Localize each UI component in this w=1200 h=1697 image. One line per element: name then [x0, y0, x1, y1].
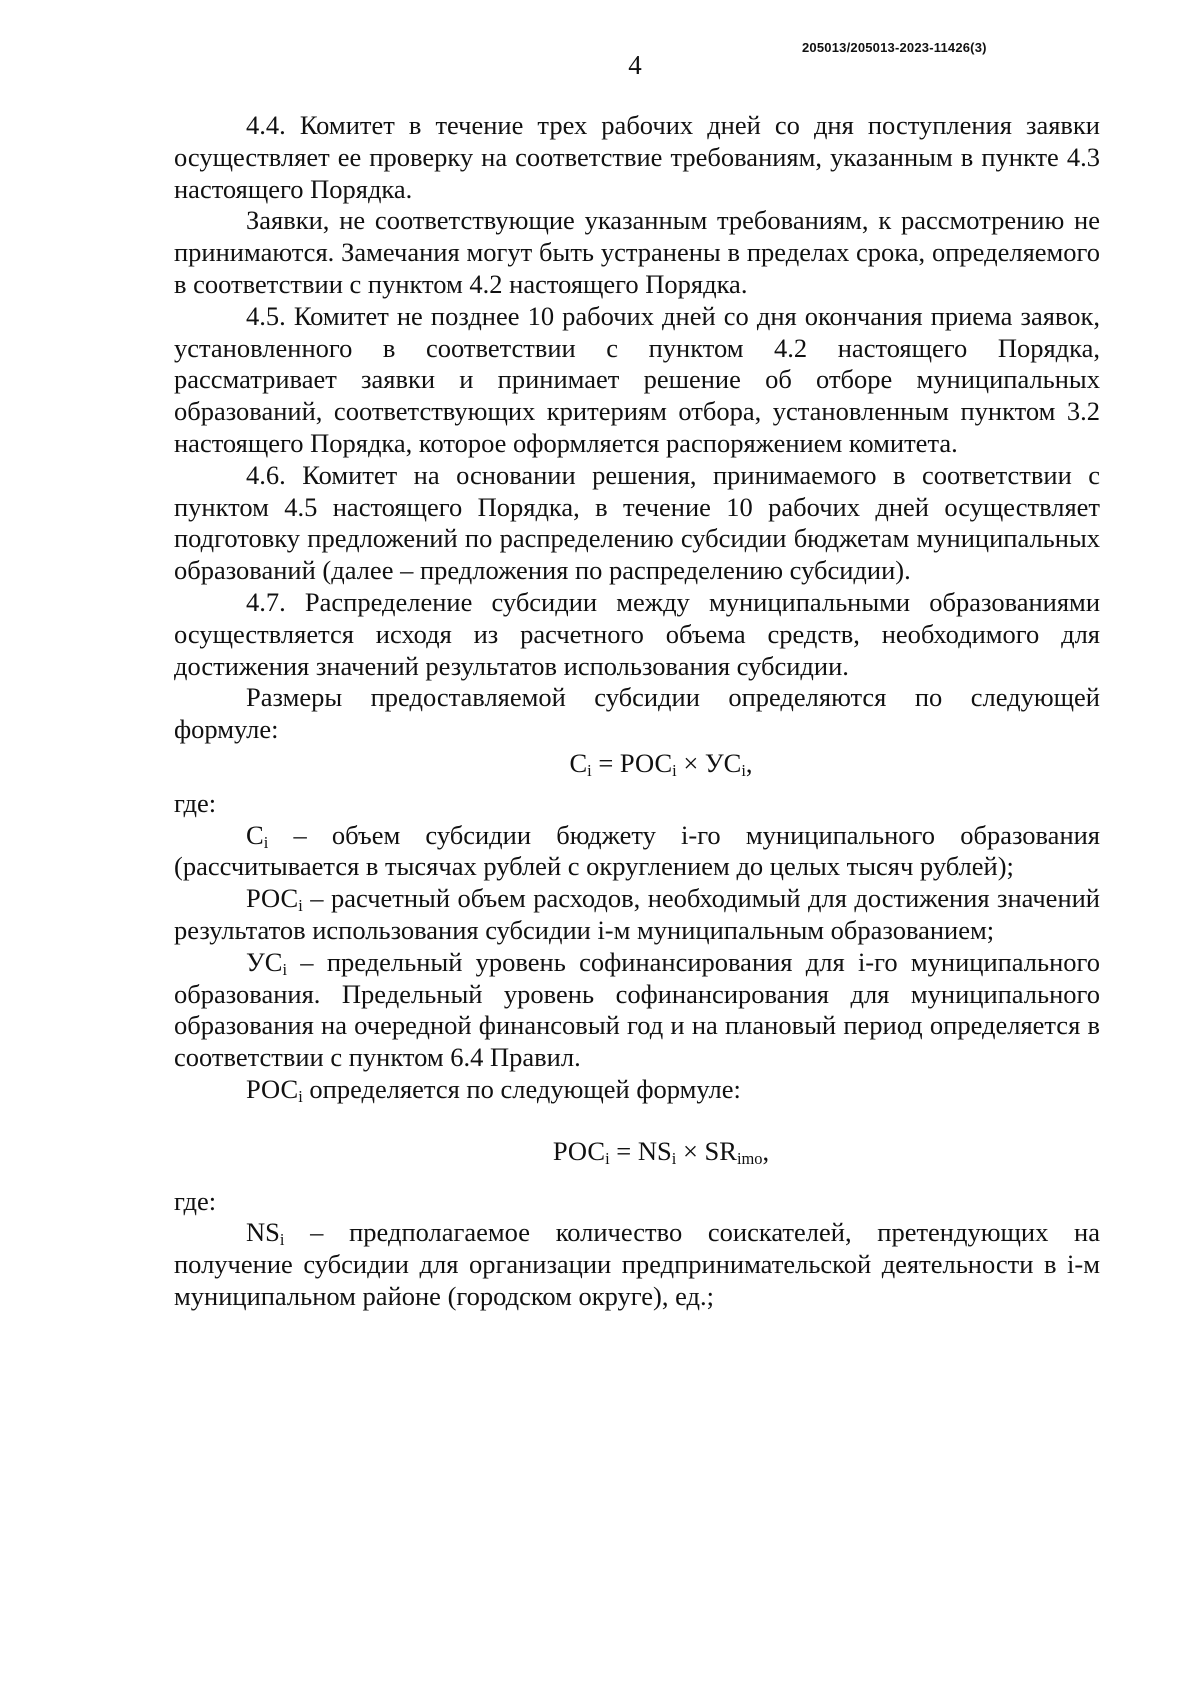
- formula-times: ×: [676, 747, 705, 778]
- formula-tail: ,: [762, 1135, 770, 1166]
- subscript-i: i: [298, 1087, 303, 1106]
- subscript-i: i: [587, 761, 592, 781]
- formula-times: ×: [676, 1135, 705, 1166]
- poci-formula-intro: [174, 1074, 1100, 1106]
- definition-poci: [174, 883, 1100, 947]
- subscript-i: i: [671, 1148, 677, 1168]
- paragraph-4-5: 4.5. Комитет не позднее 10 рабочих дней со дня окончания приема заявок, установленного в соответствии с пунктом 4.2 настоящего Порядка, рассматривает заявки и принимает решение об отборе муниципальных образований, соответствующих критериям отбора, установленным пунктом 3.2 настоящего Порядка, которое оформляется распоряжением комитета.: [174, 300, 1100, 458]
- formula-equals: =: [609, 1135, 638, 1166]
- symbol-us: УС: [704, 747, 742, 778]
- paragraph-4-6: 4.6. Комитет на основании решения, принимаемого в соответствии с пунктом 4.5 настоящего Порядка, в течение 10 рабочих дней осуществляет подготовку предложений по распределению субсидии бюджетам муниципальных образований (далее – предложения по распределению субсидии).: [174, 459, 1100, 586]
- symbol-ns: NS: [246, 1217, 280, 1248]
- symbol-c: C: [569, 747, 588, 778]
- subscript-i: i: [672, 761, 677, 781]
- paragraph-reject: Заявки, не соответствующие указанным требованиям, к рассмотрению не принимаются. Замечания могут быть устранены в пределах срока, определяемого в соответствии с пунктом 4.2 настоящего Порядка.: [174, 205, 1100, 299]
- subscript-i: i: [282, 959, 288, 979]
- formula-poci: [174, 1136, 1100, 1168]
- paragraph-4-7: 4.7. Распределение субсидии между муниципальными образованиями осуществляется исходя из расчетного объема средств, необходимого для достижения значений результатов использования субсидии.: [174, 586, 1100, 681]
- definition-nsi: [174, 1217, 1100, 1312]
- symbol-sr: SR: [704, 1135, 737, 1166]
- symbol-c: C: [246, 819, 264, 850]
- formula-subsidy: [174, 748, 1100, 780]
- formula-tail: ,: [745, 747, 753, 778]
- formula-equals: =: [591, 747, 620, 778]
- subscript-i: i: [298, 896, 303, 916]
- page-number: 4: [628, 50, 642, 80]
- where-label-1: где:: [174, 787, 217, 818]
- definition-ci: [174, 820, 1100, 884]
- document-body: [174, 110, 1100, 1313]
- paragraph-4-4: 4.4. Комитет в течение трех рабочих дней со дня поступления заявки осуществляет ее проверку на соответствие требованиям, указанным в пункте 4.3 настоящего Порядка.: [174, 110, 1100, 204]
- subscript-i: i: [605, 1148, 610, 1168]
- paragraph-sizes: Размеры предоставляемой субсидии определяются по следующей формуле:: [174, 682, 1100, 745]
- definition-ci-text: – объем субсидии бюджету i-го муниципального образования (рассчитывается в тысячах рублей с округлением до целых тысяч рублей);: [174, 819, 1100, 882]
- subscript-i: i: [741, 761, 746, 781]
- subscript-i: i: [263, 832, 269, 852]
- poci-formula-intro-text: определяется по следующей формуле:: [302, 1073, 741, 1104]
- definition-usci-text: – предельный уровень софинансирования для i-го муниципального образования. Предельный уровень софинансирования для муниципального образования на очередной финансовый год и на плановый период определяется в соответствии с пунктом 6.4 Правил.: [174, 946, 1100, 1073]
- symbol-ns: NS: [637, 1135, 672, 1166]
- where-label-2: где:: [174, 1185, 217, 1216]
- document-id: 205013/205013-2023-11426(3): [802, 40, 987, 55]
- subscript-i: i: [279, 1230, 285, 1250]
- subscript-imo: imo: [736, 1148, 763, 1168]
- definition-nsi-text: – предполагаемое количество соискателей, претендующих на получение субсидии для организации предпринимательской деятельности в i-м муниципальном районе (городском округе), ед.;: [174, 1217, 1100, 1311]
- definition-usci: [174, 947, 1100, 1074]
- symbol-poc: РОС: [246, 883, 299, 914]
- definition-poci-text: – расчетный объем расходов, необходимый для достижения значений результатов использования субсидии i-м муниципальным образованием;: [174, 883, 1100, 945]
- symbol-poc: РОС: [552, 1135, 606, 1166]
- symbol-poc: РОС: [246, 1073, 299, 1104]
- symbol-us: УС: [246, 946, 283, 977]
- symbol-poc: РОС: [619, 747, 673, 778]
